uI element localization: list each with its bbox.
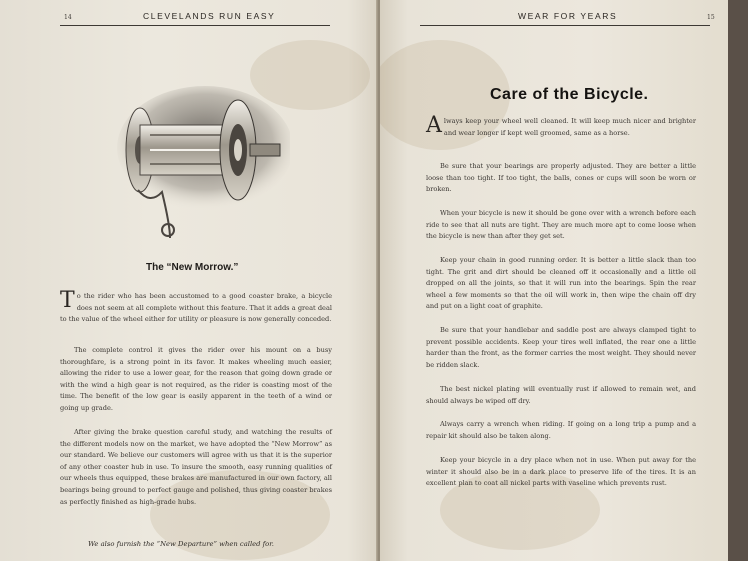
paragraph: The complete control it gives the rider over his mount on a busy thoroughfare, is a strong point in its favor. It makes wheeling much easier, allowing the rider to use a lower gear, for the reason that going down grade or with the wind a high gear is not required, as the rider is coasting most of the time. The benefit of the low gear is easily apparent in the teeth of a wind or going up grade. (60, 346, 332, 412)
paragraph: Keep your bicycle in a dry place when not in use. When put away for the winter it should also be in a dark place to preserve life of the tires. It is an excellent plan to coat all nickel parts with vaseline which prevents rust. (426, 456, 696, 488)
paragraph: When your bicycle is new it should be gone over with a wrench before each ride to see that all nuts are tight. They are much more apt to come loose when the bicycle is new than after they get set. (426, 209, 696, 241)
paragraph-text: lways keep your wheel well cleaned. It will keep much nicer and brighter and wear longer if kept well groomed, same as a horse. (443, 117, 696, 137)
paragraph: The best nickel plating will eventually rust if allowed to remain wet, and should always be wiped off dry. (426, 385, 696, 405)
paragraph: Always carry a wrench when riding. If going on a long trip a pump and a repair kit should also be taken along. (426, 420, 696, 440)
figure-caption: The “New Morrow.” (146, 262, 239, 273)
right-page (380, 0, 728, 561)
paragraph-text: o the rider who has been accustomed to a good coaster brake, a bicycle does not seem at all complete without this feature. That it adds a great deal to the value of the wheel either for utility or pleasure is now generally conceded. (60, 292, 332, 324)
coaster-hub-illustration (110, 80, 290, 245)
intro-paragraph (60, 288, 332, 326)
paragraph: After giving the brake question careful study, and watching the results of the different models now on the market, we have adopted the “New Morrow” as our standard. We believe our customers will agree with us that it is the superior of any other coaster hub in use. To insure the smooth, easy running qualities of our wheels thus equipped, these brakes are manufactured in our own factory, all bearings being ground to perfect gauge and polished, thus giving coaster brakes as perfectly finished as high-grade hubs. (60, 428, 332, 506)
page-title: Care of the Bicycle. (490, 86, 649, 103)
paragraph: Be sure that your handlebar and saddle post are always clamped tight to prevent possible accidents. Keep your tires well inflated, the rear one a little harder than the front, as the former carries the most weight. They should never be ridden slack. (426, 326, 696, 369)
header-rule (420, 25, 710, 26)
footnote: We also furnish the “New Departure” when called for. (88, 540, 274, 548)
header-rule (60, 25, 330, 26)
running-head: CLEVELANDS RUN EASY (143, 11, 276, 21)
paragraph: Keep your chain in good running order. It is better a little slack than too tight. The grit and dirt should be cleaned off it occasionally and a little oil dropped on all the joints, so that it will run into the bearings. Spin the rear wheel a few moments so that the oil will work in, then wipe the chain off dry and put on a light coat of graphite. (426, 256, 696, 311)
page-number: 15 (707, 14, 715, 21)
drop-cap: T (60, 288, 75, 313)
background-edge (728, 0, 748, 561)
intro-paragraph (426, 113, 696, 139)
page-number: 14 (64, 14, 72, 21)
paragraph: Be sure that your bearings are properly adjusted. They are better a little loose than too tight. If too tight, the balls, cones or cups will soon be worn or broken. (426, 162, 696, 194)
drop-cap: A (426, 113, 442, 138)
running-head: WEAR FOR YEARS (518, 11, 618, 21)
